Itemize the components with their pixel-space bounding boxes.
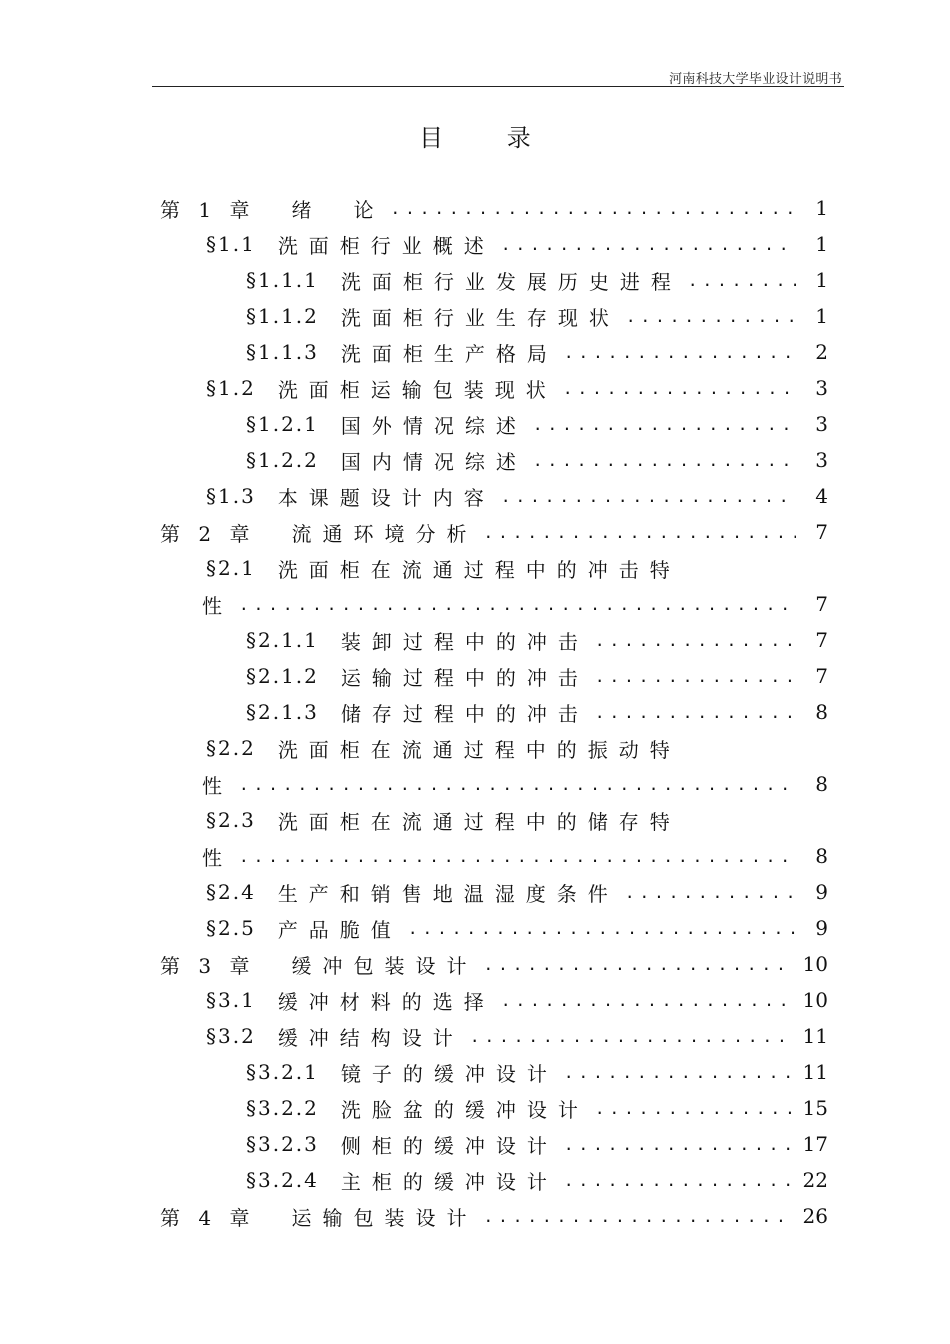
toc-leader-dots — [688, 271, 796, 290]
toc-entry[interactable] — [160, 406, 830, 442]
toc-entry[interactable] — [160, 802, 830, 838]
toc-leader-dots — [564, 1063, 793, 1082]
toc-entry-number: §3.2.3 — [246, 1132, 319, 1156]
toc-entry-page: 3 — [815, 376, 828, 400]
toc-entry-page: 22 — [802, 1168, 828, 1192]
toc-entry-number: §3.1 — [206, 988, 256, 1012]
toc-entry-page: 26 — [802, 1204, 828, 1228]
toc-entry-page: 8 — [815, 772, 828, 796]
toc-entry-number: §3.2.2 — [246, 1096, 319, 1120]
toc-entry[interactable] — [160, 658, 830, 694]
toc-entry-page: 10 — [802, 952, 828, 976]
toc-entry-title: 缓冲结构设计 — [277, 1025, 464, 1050]
toc-entry-title: 生产和销售地温湿度条件 — [277, 881, 619, 906]
toc-entry-title: 洗面柜运输包装现状 — [277, 377, 557, 402]
toc-entry-title: 洗面柜行业生存现状 — [340, 305, 620, 330]
toc-entry-number: §2.1.3 — [246, 700, 319, 724]
table-of-contents — [160, 190, 830, 1234]
toc-entry-page: 1 — [815, 268, 828, 292]
toc-entry[interactable] — [160, 1054, 830, 1090]
toc-entry[interactable] — [160, 1162, 830, 1198]
toc-entry-title: 侧柜的缓冲设计 — [340, 1133, 558, 1158]
toc-leader-dots — [501, 235, 796, 254]
toc-leader-dots — [239, 775, 796, 794]
toc-entry-page: 1 — [815, 196, 828, 220]
toc-entry[interactable] — [160, 730, 830, 766]
toc-entry[interactable] — [160, 1126, 830, 1162]
toc-entry-number: §2.1 — [206, 556, 256, 580]
toc-leader-dots — [625, 883, 796, 902]
toc-entry-number: §1.1.2 — [246, 304, 319, 328]
toc-entry-title: 储存过程中的冲击 — [340, 701, 589, 726]
toc-leader-dots — [533, 415, 796, 434]
toc-entry-title: 流通环境分析 — [291, 521, 478, 546]
toc-entry[interactable] — [160, 226, 830, 262]
toc-entry-page: 15 — [802, 1096, 828, 1120]
toc-entry[interactable] — [160, 874, 830, 910]
toc-entry-page: 7 — [815, 592, 828, 616]
toc-entry-title: 缓冲材料的选择 — [277, 989, 495, 1014]
toc-entry-page: 2 — [815, 340, 828, 364]
toc-title: 目 录 — [419, 124, 559, 152]
toc-entry[interactable] — [160, 910, 830, 946]
toc-entry[interactable] — [160, 1198, 830, 1234]
toc-entry-page: 7 — [815, 664, 828, 688]
toc-entry[interactable] — [160, 478, 830, 514]
toc-entry-page: 7 — [815, 520, 828, 544]
toc-entry-number: 第 3 章 — [160, 953, 256, 978]
toc-entry-continuation[interactable] — [160, 766, 830, 802]
toc-entry[interactable] — [160, 694, 830, 730]
toc-entry-number: 第 2 章 — [160, 521, 256, 546]
toc-entry-number: §2.3 — [206, 808, 256, 832]
toc-leader-dots — [501, 487, 796, 506]
toc-entry-number: §1.3 — [206, 484, 256, 508]
toc-entry-page: 7 — [815, 628, 828, 652]
toc-entry[interactable] — [160, 262, 830, 298]
toc-entry-page: 11 — [802, 1060, 828, 1084]
toc-entry[interactable] — [160, 1090, 830, 1126]
toc-entry-number: §1.1.3 — [246, 340, 319, 364]
toc-entry-title: 主柜的缓冲设计 — [340, 1169, 558, 1194]
toc-leader-dots — [239, 595, 796, 614]
toc-entry-page: 1 — [815, 232, 828, 256]
toc-leader-dots — [408, 919, 796, 938]
toc-entry-title: 洗面柜在流通过程中的储存特 — [277, 809, 681, 834]
toc-entry[interactable] — [160, 442, 830, 478]
toc-entry[interactable] — [160, 190, 830, 226]
toc-entry-number: §1.2.1 — [246, 412, 319, 436]
toc-leader-dots — [564, 1171, 793, 1190]
toc-entry[interactable] — [160, 370, 830, 406]
toc-entry-title: 国内情况综述 — [340, 449, 527, 474]
toc-leader-dots — [595, 667, 796, 686]
toc-leader-dots — [626, 307, 796, 326]
toc-entry-page: 3 — [815, 412, 828, 436]
toc-entry-title: 缓冲包装设计 — [291, 953, 478, 978]
toc-entry-title: 镜子的缓冲设计 — [340, 1061, 558, 1086]
toc-leader-dots — [470, 1027, 793, 1046]
toc-entry-page: 9 — [815, 880, 828, 904]
toc-leader-dots — [564, 343, 796, 362]
toc-entry-title-cont: 性 — [202, 773, 233, 798]
toc-leader-dots — [501, 991, 793, 1010]
toc-entry-number: §1.2.2 — [246, 448, 319, 472]
toc-leader-dots — [533, 451, 796, 470]
toc-entry[interactable] — [160, 334, 830, 370]
toc-entry-page: 4 — [815, 484, 828, 508]
toc-entry-title: 产品脆值 — [277, 917, 402, 942]
toc-entry-number: §2.1.1 — [246, 628, 319, 652]
toc-leader-dots — [390, 199, 796, 218]
toc-leader-dots — [563, 379, 796, 398]
toc-entry-number: §2.1.2 — [246, 664, 319, 688]
toc-entry-title: 洗面柜行业概述 — [277, 233, 495, 258]
toc-entry-title: 本课题设计内容 — [277, 485, 495, 510]
toc-leader-dots — [483, 1207, 792, 1226]
toc-entry-number: 第 1 章 — [160, 197, 256, 222]
toc-entry-number: §3.2.1 — [246, 1060, 319, 1084]
toc-entry-continuation[interactable] — [160, 586, 830, 622]
toc-entry-number: §2.5 — [206, 916, 256, 940]
toc-entry-title: 国外情况综述 — [340, 413, 527, 438]
toc-entry[interactable] — [160, 550, 830, 586]
toc-entry-number: §1.2 — [206, 376, 256, 400]
page-header-text: 河南科技大学毕业设计说明书 — [669, 72, 842, 87]
toc-leader-dots — [483, 523, 796, 542]
toc-entry-title: 洗面柜在流通过程中的冲击特 — [277, 557, 681, 582]
toc-entry-page: 1 — [815, 304, 828, 328]
toc-entry-page: 17 — [802, 1132, 828, 1156]
toc-entry-title: 运输过程中的冲击 — [340, 665, 589, 690]
toc-entry-title: 装卸过程中的冲击 — [340, 629, 589, 654]
toc-leader-dots — [595, 1099, 793, 1118]
toc-entry-page: 8 — [815, 700, 828, 724]
toc-leader-dots — [239, 847, 796, 866]
toc-entry-title: 洗面柜行业发展历史进程 — [340, 269, 682, 294]
toc-entry-title: 绪 论 — [291, 197, 385, 222]
toc-entry-page: 11 — [802, 1024, 828, 1048]
toc-entry-title-cont: 性 — [202, 845, 233, 870]
toc-entry-title: 洗面柜在流通过程中的振动特 — [277, 737, 681, 762]
toc-entry[interactable] — [160, 946, 830, 982]
toc-entry-page: 3 — [815, 448, 828, 472]
toc-entry-continuation[interactable] — [160, 838, 830, 874]
toc-leader-dots — [564, 1135, 793, 1154]
toc-entry-number: §1.1.1 — [246, 268, 319, 292]
toc-entry-page: 8 — [815, 844, 828, 868]
toc-entry-number: §3.2 — [206, 1024, 256, 1048]
toc-entry-number: §2.4 — [206, 880, 256, 904]
toc-entry[interactable] — [160, 622, 830, 658]
toc-entry-number: 第 4 章 — [160, 1205, 256, 1230]
toc-entry[interactable] — [160, 982, 830, 1018]
toc-entry[interactable] — [160, 298, 830, 334]
toc-leader-dots — [483, 955, 792, 974]
toc-entry-number: §1.1 — [206, 232, 256, 256]
toc-leader-dots — [595, 703, 796, 722]
toc-entry-number: §2.2 — [206, 736, 256, 760]
toc-entry[interactable] — [160, 1018, 830, 1054]
toc-entry-title: 运输包装设计 — [291, 1205, 478, 1230]
toc-entry-title-cont: 性 — [202, 593, 233, 618]
toc-entry-title: 洗脸盆的缓冲设计 — [340, 1097, 589, 1122]
toc-entry-page: 9 — [815, 916, 828, 940]
toc-entry-number: §3.2.4 — [246, 1168, 319, 1192]
toc-entry-title: 洗面柜生产格局 — [340, 341, 558, 366]
toc-entry[interactable] — [160, 514, 830, 550]
toc-leader-dots — [595, 631, 796, 650]
header-rule — [152, 86, 844, 87]
toc-entry-page: 10 — [802, 988, 828, 1012]
